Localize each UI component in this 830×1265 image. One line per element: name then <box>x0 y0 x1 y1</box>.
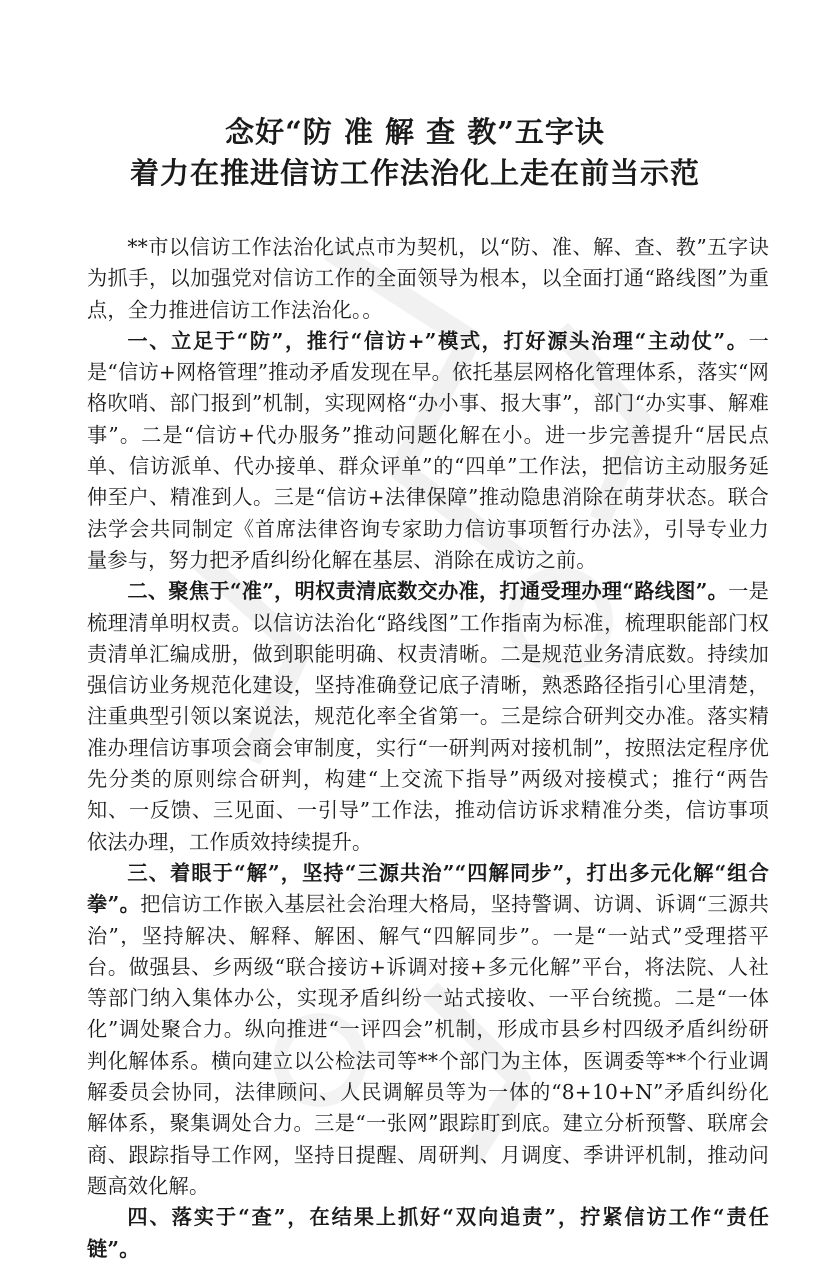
intro-paragraph: **市以信访工作法治化试点市为契机，以“防、准、解、查、教”五字诀为抓手，以加强党对信访工作的全面领导为根本，以全面打通“路线图”为重点，全力推进信访工作法治化。。 <box>87 235 769 322</box>
section-3-paragraph <box>87 858 769 1202</box>
section-1-paragraph <box>87 326 769 576</box>
section-3-heading: 三、着眼于“解”，坚持“三源共治”“四解同步”，打出多元化解“组合拳”。 <box>87 860 769 917</box>
section-4-heading: 四、落实于“查”，在结果上抓好“双向追责”，拧紧信访工作“责任链”。 <box>87 1205 769 1261</box>
section-2-paragraph <box>87 576 769 858</box>
section-2-heading: 二、聚焦于“准”，明权责清底数交办准，打通受理办理“路线图”。 <box>127 579 729 604</box>
page-title-line-1: 念好“防 准 解 查 教”五字诀 <box>225 115 605 149</box>
section-1-heading: 一、立足于“防”，推行“信访+”模式，打好源头治理“主动仗”。 <box>127 328 749 353</box>
article-body <box>87 232 769 1265</box>
section-2-body: 一是梳理清单明权责。以信访法治化“路线图”工作指南为标准，梳理职能部门权责清单汇编成册，做到职能明确、权责清晰。二是规范业务清底数。持续加强信访业务规范化建设，坚持准确登记底子清晰，熟悉路径指引心里清楚，注重典型引领以案说法，规范化率全省第一。三是综合研判交办准。落实精准办理信访事项会商会审制度，实行“一研判两对接机制”，按照法定程序优先分类的原则综合研判，构建“上交流下指导”两级对接模式；推行“两告知、一反馈、三见面、一引导”工作法，推动信访诉求精准分类，信访事项依法办理，工作质效持续提升。 <box>87 579 769 854</box>
section-1-body: 一是“信访+网格管理”推动矛盾发现在早。依托基层网格化管理体系，落实“网格吹哨、部门报到”机制，实现网格“办小事、报大事”，部门“办实事、解难事”。二是“信访+代办服务”推动问题化解在小。进一步完善提升“居民点单、信访派单、代办接单、群众评单”的“四单”工作法，把信访主动服务延伸至户、精准到人。三是“信访+法律保障”推动隐患消除在萌芽状态。联合法学会共同制定《首席法律咨询专家助力信访事项暂行办法》，引导专业力量参与，努力把矛盾纠纷化解在基层、消除在成访之前。 <box>87 328 769 572</box>
section-4-paragraph <box>87 1202 769 1265</box>
page-title-line-2: 着力在推进信访工作法治化上走在前当示范 <box>129 156 700 190</box>
section-3-body: 把信访工作嵌入基层社会治理大格局，坚持警调、访调、诉调“三源共治”，坚持解决、解释、解困、解气“四解同步”。一是“一站式”受理搭平台。做强县、乡两级“联合接访+诉调对接+多元化解”平台，将法院、人社等部门纳入集体办公，实现矛盾纠纷一站式接收、一平台统揽。二是“一体化”调处聚合力。纵向推进“一评四会”机制，形成市县乡村四级矛盾纠纷研判化解体系。横向建立以公检法司等**个部门为主体，医调委等**个行业调解委员会协同，法律顾问、人民调解员等为一体的“8+10+N”矛盾纠纷化解体系，聚集调处合力。三是“一张网”跟踪盯到底。建立分析预警、联席会商、跟踪指导工作网，坚持日提醒、周研判、月调度、季讲评机制，推动问题高效化解。 <box>87 892 769 1198</box>
